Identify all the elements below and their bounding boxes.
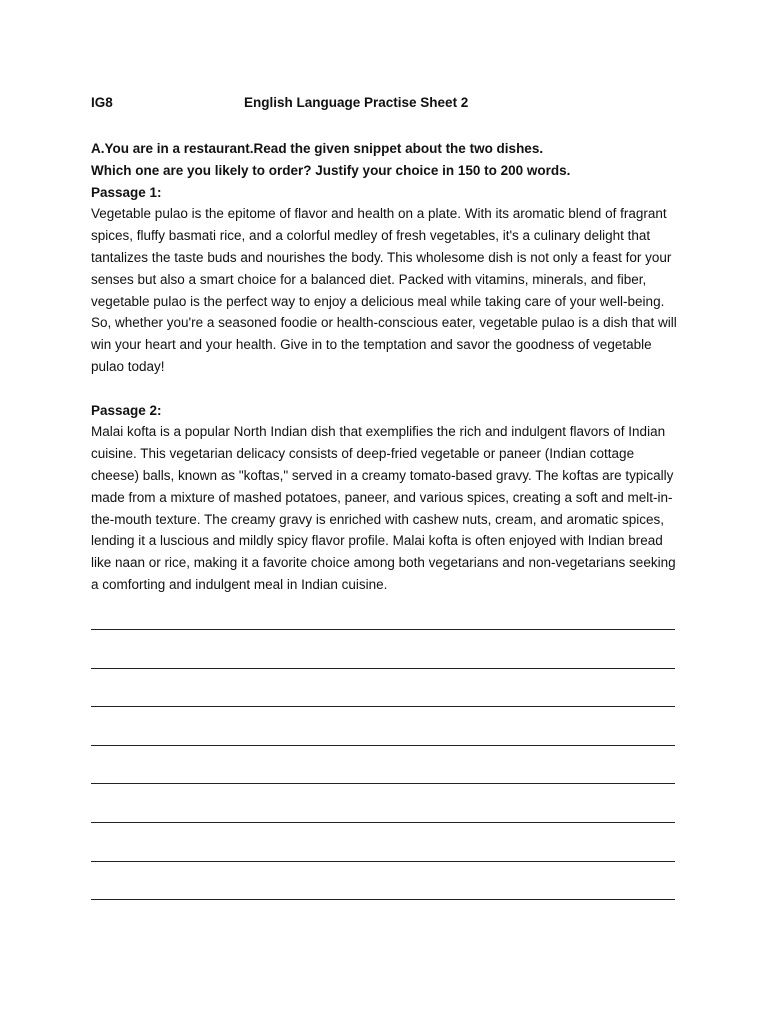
passage-2-text: Malai kofta is a popular North Indian dish that exemplifies the rich and indulgent flavors of Indian cuisine. This vegetarian delicacy consists of deep-fried vegetable or paneer (Indian cottage cheese) balls, known as "koftas," served in a creamy tomato-based gravy. The koftas are typically made from a mixture of mashed potatoes, paneer, and various spices, creating a soft and melt-in-the-mouth texture. The creamy gravy is enriched with cashew nuts, cream, and aromatic spices, lending it a luscious and mildly spicy flavor profile. Malai kofta is often enjoyed with Indian bread like naan or rice, making it a favorite choice among both vegetarians and non-vegetarians seeking a comforting and indulgent meal in Indian cuisine. [91,424,676,592]
section-spacer [91,378,681,400]
passage-1-text: Vegetable pulao is the epitome of flavor and health on a plate. With its aromatic blend of fragrant spices, fluffy basmati rice, and a colorful medley of fresh vegetables, it's a culinary delight that tantalizes the taste buds and nourishes the body. This wholesome dish is not only a feast for your senses but also a smart choice for a balanced diet. Packed with vitamins, minerals, and fiber, vegetable pulao is the perfect way to enjoy a delicious meal while taking care of your well-being. So, whether you're a seasoned foodie or health-conscious eater, vegetable pulao is a dish that will win your heart and your health. Give in to the temptation and savor the goodness of vegetable pulao today! [91,206,677,374]
answer-line [91,861,675,862]
answer-line [91,629,675,630]
question-line-2: Which one are you likely to order? Justify your choice in 150 to 200 words. [91,162,571,178]
sheet-title: English Language Practise Sheet 2 [244,95,469,110]
passage-1-heading: Passage 1: [91,184,162,200]
answer-line [91,899,675,900]
answer-line [91,822,675,823]
class-code: IG8 [91,95,113,110]
answer-line [91,783,675,784]
passage-2-heading: Passage 2: [91,402,162,418]
sheet-header [91,95,691,113]
worksheet-body [91,138,681,596]
answer-line [91,668,675,669]
answer-lines [91,629,675,938]
answer-line [91,745,675,746]
answer-line [91,706,675,707]
question-line-1: A.You are in a restaurant.Read the given snippet about the two dishes. [91,141,544,156]
